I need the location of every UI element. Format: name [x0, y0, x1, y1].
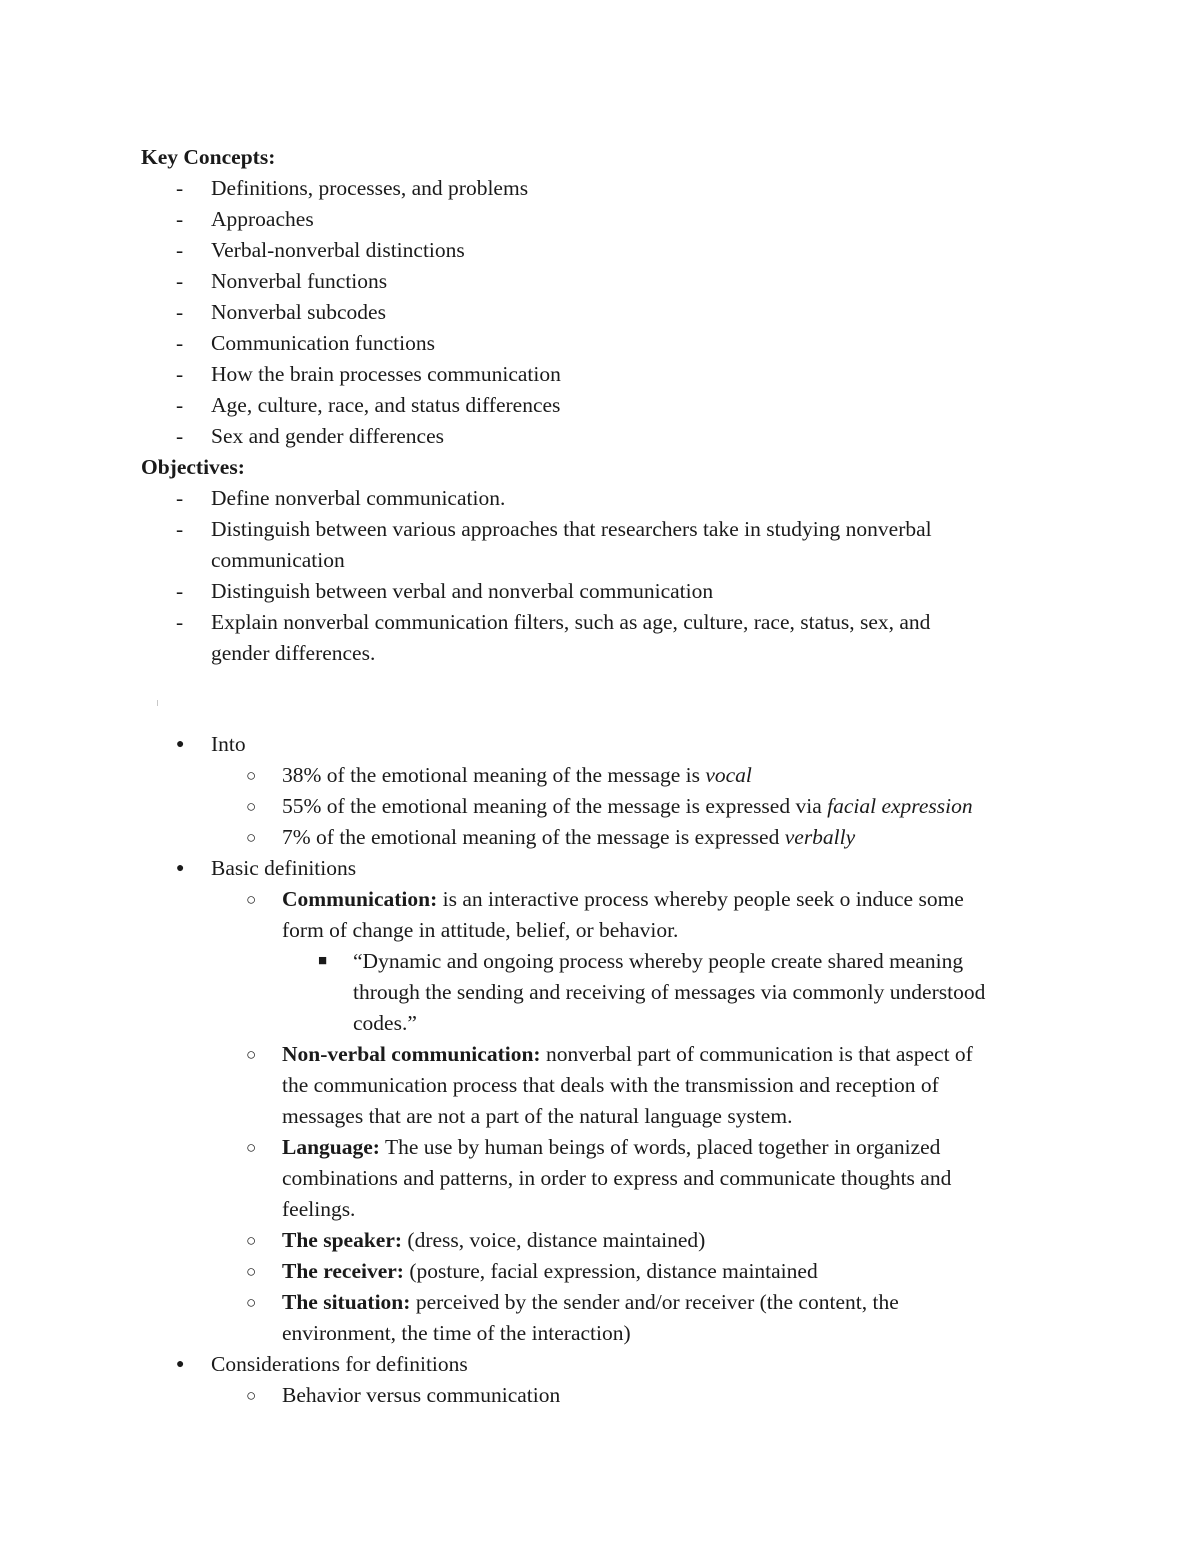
hollow-circle-bullet-icon: ○: [246, 1045, 257, 1064]
key-concept-item: Definitions, processes, and problems: [211, 176, 529, 200]
dash-bullet: -: [176, 238, 184, 262]
list-item-considerations: Considerations for definitions: [211, 1352, 468, 1376]
definition-text: (posture, facial expression, distance maintained: [403, 1259, 818, 1283]
stat-emphasis: verbally: [784, 825, 856, 849]
definition-continuation: the communication process that deals with the transmission and reception of: [282, 1073, 939, 1097]
objectives-heading: Objectives:: [141, 455, 245, 479]
key-concept-item: Nonverbal functions: [211, 269, 388, 293]
term: Language:: [282, 1135, 380, 1159]
hollow-circle-bullet-icon: ○: [246, 828, 257, 847]
dash-bullet: -: [176, 579, 184, 603]
definition-language: [282, 1132, 940, 1163]
definition-continuation: combinations and patterns, in order to express and communicate thoughts and: [282, 1166, 952, 1190]
quote-line: codes.”: [353, 1011, 417, 1035]
dash-bullet: -: [176, 207, 184, 231]
quote-line: “Dynamic and ongoing process whereby people create shared meaning: [353, 949, 964, 973]
stat-vocal: [282, 760, 752, 791]
definition-speaker: [282, 1225, 705, 1256]
key-concept-item: How the brain processes communication: [211, 362, 561, 386]
stat-facial: [282, 791, 973, 822]
square-bullet-icon: ■: [318, 953, 328, 969]
stat-text: 55% of the emotional meaning of the message is expressed via: [282, 794, 828, 818]
objective-item: Explain nonverbal communication filters, such as age, culture, race, status, sex, and: [211, 610, 931, 634]
list-item-behavior: Behavior versus communication: [282, 1383, 561, 1407]
term: The speaker:: [282, 1228, 403, 1252]
dash-bullet: -: [176, 269, 184, 293]
dash-bullet: -: [176, 424, 184, 448]
filled-circle-bullet-icon: ●: [176, 737, 185, 752]
key-concept-item: Communication functions: [211, 331, 435, 355]
definition-text: (dress, voice, distance maintained): [402, 1228, 706, 1252]
definition-text: The use by human beings of words, placed together in organized: [379, 1135, 941, 1159]
hollow-circle-bullet-icon: ○: [246, 1138, 257, 1157]
term: Non-verbal communication:: [282, 1042, 541, 1066]
dash-bullet: -: [176, 610, 184, 634]
objective-item-continuation: gender differences.: [211, 641, 376, 665]
dash-bullet: -: [176, 362, 184, 386]
dash-bullet: -: [176, 393, 184, 417]
definition-continuation: environment, the time of the interaction): [282, 1321, 631, 1345]
hollow-circle-bullet-icon: ○: [246, 1231, 257, 1250]
stray-mark: [157, 700, 158, 706]
stat-text: 38% of the emotional meaning of the message is: [282, 763, 706, 787]
hollow-circle-bullet-icon: ○: [246, 1293, 257, 1312]
definition-continuation: feelings.: [282, 1197, 356, 1221]
definition-communication: [282, 884, 964, 915]
term: The receiver:: [282, 1259, 404, 1283]
dash-bullet: -: [176, 486, 184, 510]
hollow-circle-bullet-icon: ○: [246, 890, 257, 909]
hollow-circle-bullet-icon: ○: [246, 766, 257, 785]
quote-line: through the sending and receiving of messages via commonly understood: [353, 980, 986, 1004]
objective-item: Distinguish between verbal and nonverbal communication: [211, 579, 714, 603]
dash-bullet: -: [176, 517, 184, 541]
definition-continuation: messages that are not a part of the natural language system.: [282, 1104, 793, 1128]
dash-bullet: -: [176, 176, 184, 200]
stat-verbal: [282, 822, 855, 853]
hollow-circle-bullet-icon: ○: [246, 797, 257, 816]
stat-emphasis: facial expression: [827, 794, 973, 818]
dash-bullet: -: [176, 331, 184, 355]
term: The situation:: [282, 1290, 411, 1314]
hollow-circle-bullet-icon: ○: [246, 1386, 257, 1405]
dash-bullet: -: [176, 300, 184, 324]
key-concepts-heading: Key Concepts:: [141, 145, 276, 169]
key-concept-item: Age, culture, race, and status differences: [211, 393, 561, 417]
filled-circle-bullet-icon: ●: [176, 861, 185, 876]
stat-text: 7% of the emotional meaning of the message is expressed: [282, 825, 785, 849]
term: Communication:: [282, 887, 438, 911]
definition-text: nonverbal part of communication is that aspect of: [540, 1042, 973, 1066]
definition-text: perceived by the sender and/or receiver (the content, the: [410, 1290, 899, 1314]
definition-text: is an interactive process whereby people seek o induce some: [437, 887, 964, 911]
stat-emphasis: vocal: [705, 763, 752, 787]
filled-circle-bullet-icon: ●: [176, 1357, 185, 1372]
list-item-basic-definitions: Basic definitions: [211, 856, 357, 880]
definition-receiver: [282, 1256, 818, 1287]
definition-situation: [282, 1287, 899, 1318]
hollow-circle-bullet-icon: ○: [246, 1262, 257, 1281]
objective-item: Distinguish between various approaches that researchers take in studying nonverbal: [211, 517, 932, 541]
key-concept-item: Sex and gender differences: [211, 424, 445, 448]
key-concept-item: Approaches: [211, 207, 314, 231]
objective-item-continuation: communication: [211, 548, 345, 572]
key-concept-item: Nonverbal subcodes: [211, 300, 386, 324]
list-item-into: Into: [211, 732, 246, 756]
definition-nonverbal: [282, 1039, 973, 1070]
objective-item: Define nonverbal communication.: [211, 486, 506, 510]
key-concept-item: Verbal-nonverbal distinctions: [211, 238, 465, 262]
definition-continuation: form of change in attitude, belief, or behavior.: [282, 918, 679, 942]
